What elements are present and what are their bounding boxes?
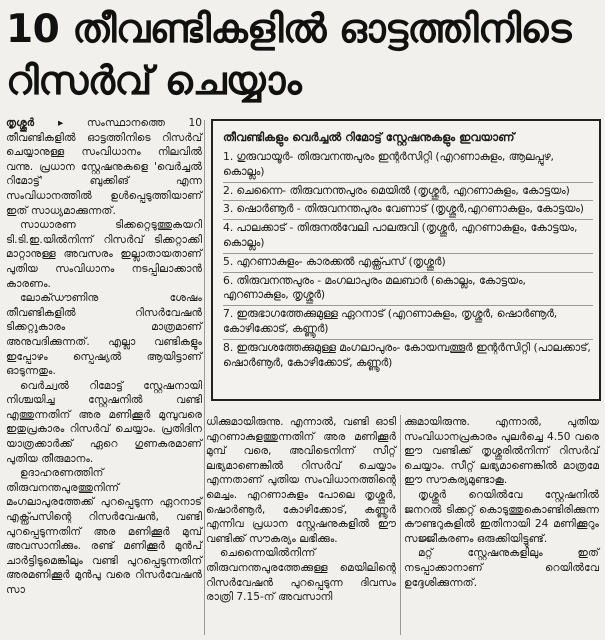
- article-paragraph: ക്കുമായിരുന്നു. എന്നാൽ, പുതിയ സംവിധാനപ്രകാരം പുലർച്ചെ 4.50 വരെ ഈ വണ്ടിക്ക് തൃശ്ശൂരിൽനിന്ന് റിസർവ് ചെയ്യാം. സീറ്റ് ലഭ്യമാണെങ്കിൽ മാത്രമേ ഈ സൗകര്യമുണ്ടാകൂ.: [404, 416, 599, 487]
- train-list-item: 7. ഇരുഭാഗത്തേക്കുമുള്ള ഏറനാട് (എറണാകുളം, തൃശ്ശൂർ, ഷൊർണൂർ, കോഴിക്കോട്, കണ്ണൂർ): [223, 306, 593, 340]
- headline: [6, 4, 601, 108]
- article-paragraph: തൃശ്ശൂർ ▸ സംസ്ഥാനത്തെ 10 തീവണ്ടികളിൽ ഓട്ടത്തിനിടെ റിസർവ് ചെയ്യാനുള്ള സംവിധാനം നിലവിൽ വന്നു. പ്രധാന സ്റ്റേഷനുകളെ 'വെർച്ചൽ റിമോട്ട്' ബുക്കിങ് എന്ന സംവിധാനത്തിൽ ഉൾപ്പെടുത്തിയാണ് ഇത് സാധ്യമാക്കുന്നത്.: [6, 117, 202, 217]
- article-column-3: [404, 415, 599, 590]
- article-paragraph: ധിക്കുമായിരുന്നു. എന്നാൽ, വണ്ടി ഓടി എറണാകുളത്തുന്നതിന് അര മണിക്കൂർ മുമ്പ് വരെ, അവിടെനിന്ന് സീറ്റ് ലഭ്യമാണെങ്കിൽ റിസർവ് ചെയ്യാം എന്നതാണ് പുതിയ സംവിധാനത്തിന്റെ മെച്ചം. എറണാകുളം പോലെ തൃശ്ശൂർ, ഷൊർണൂർ, കോഴിക്കോട്, കണ്ണൂർ എന്നിവ പ്രധാന സ്റ്റേഷനുകളിൽ ഈ വണ്ടിക്ക് സൗകര്യം ലഭിക്കും.: [206, 416, 396, 545]
- article-column-1: [6, 116, 202, 598]
- article-paragraph: സാധാരണ ടിക്കറ്റെടുത്തുകയറി ടി.ടി.ഇ.യിൽനിന്ന് റിസർവ് ടിക്കറ്റാക്കി മാറ്റാനുള്ള അവസരം ഇല്ലാതായതാണ് പുതിയ സംവിധാനം നടപ്പിലാക്കാൻ കാരണം.: [6, 219, 202, 290]
- article-paragraph: ഉദാഹരണത്തിന് തിരുവനന്തപുരത്തുനിന്ന് മംഗലാപുരത്തേക്ക് പുറപ്പെടുന്ന ഏറനാട് എക്സ്പ്രസിന്റെ റിസർവേഷൻ, വണ്ടി പുറപ്പെടുന്നതിന് അര മണിക്കൂർ മുമ്പ് അവസാനിക്കും. രണ്ട് മണിക്കൂർ മുൻപ് ചാർട്ടിടുമെങ്കിലും വണ്ടി പുറപ്പെടുന്നതിന് അരമണിക്കൂർ മുൻപു വരെ റിസർവേഷൻ സാ: [6, 467, 202, 596]
- column-divider: [400, 415, 401, 635]
- dateline: തൃശ്ശൂർ ▸: [6, 117, 64, 129]
- train-list-item: 5. എറണാകുളം- കാരക്കൽ എക്സ്പ്രസ് (തൃശ്ശൂർ): [223, 254, 593, 273]
- article-column-2: [206, 415, 396, 605]
- column-divider: [204, 120, 205, 635]
- train-list-box: [211, 119, 601, 401]
- article-paragraph: തൃശ്ശൂർ റെയിൽവേ സ്റ്റേഷനിൽ ജനറൽ ടിക്കറ്റ് കൊടുത്തുകൊണ്ടിരിക്കുന്ന കൗണ്ടറുകളിൽ ഇതിനായി 24 മണിക്കൂറും സജ്ജീകരണം ഒരുക്കിയിട്ടുണ്ട്.: [404, 488, 599, 545]
- headline-line-2: റിസർവ് ചെയ്യാം: [6, 59, 302, 104]
- train-list: [223, 149, 593, 372]
- train-list-item: 6. തിരുവനന്തപുരം - മംഗലാപുരം മലബാർ (കൊല്ലം, കോട്ടയം, എറണാകുളം, തൃശ്ശൂർ): [223, 273, 593, 307]
- box-title: തീവണ്ടികളും വെർച്ചൽ റിമോട്ട് സ്റ്റേഷനുകളും ഇവയാണ്: [223, 130, 515, 144]
- article-paragraph: വെർച്വൽ റിമോട്ട് സ്റ്റേഷനായി നിശ്ചയിച്ച സ്റ്റേഷനിൽ വണ്ടി എത്തുന്നതിന് അര മണിക്കൂർ മുമ്പുവരെ ഇതുപ്രകാരം റിസർവ് ചെയ്യാം. പ്രതിദിന യാത്രക്കാർക്ക് ഏറെ ഗുണകരമാണ് പുതിയ തീരുമാനം.: [6, 379, 202, 465]
- train-list-item: 3. ഷൊർണൂർ - തിരുവനന്തപുരം വേണാട് (തൃശ്ശൂർ,എറണാകുളം, കോട്ടയം): [223, 201, 593, 220]
- train-list-item: 1. ഗുരുവായൂർ- തിരുവനന്തപുരം ഇന്റർസിറ്റി (എറണാകുളം, ആലപ്പുഴ, കൊല്ലം): [223, 149, 593, 183]
- train-list-item: 4. പാലക്കാട് - തിരുനൽവേലി പാലരുവി (തൃശ്ശൂർ, എറണാകുളം, കോട്ടയം, കൊല്ലം): [223, 220, 593, 254]
- train-list-item: 8. ഇരുവശത്തേക്കുമുള്ള മംഗലാപുരം- കോയമ്പത്തൂർ ഇന്റർസിറ്റി (പാലക്കാട്, ഷൊർണൂർ, കോഴിക്കോട്, കണ്ണൂർ): [223, 340, 591, 369]
- train-list-item: 2. ചെന്നൈ- തിരുവനന്തപുരം മെയിൽ (തൃശ്ശൂർ, എറണാകുളം, കോട്ടയം): [223, 183, 593, 202]
- article-paragraph: മറ്റ് സ്റ്റേഷനുകളിലും ഇത് നടപ്പാക്കാനാണ് റെയിൽവേ ഉദ്ദേശിക്കുന്നത്.: [404, 547, 599, 589]
- article-paragraph: ലോക്ഡൗണിനു ശേഷം തീവണ്ടികളിൽ റിസർവേഷൻ ടിക്കറ്റുകാരം മാത്രമാണ് അനുവദിക്കുന്നത്. എല്ലാ വണ്ടികളും ഇപ്പോഴം സ്പെഷ്യൽ ആയിട്ടാണ് ഓടുന്നതും.: [6, 292, 202, 378]
- article-paragraph: ചെന്നൈയിൽനിന്ന് തിരുവനന്തപുരത്തേക്കുള്ള മെയിലിന്റെ റിസർവേഷൻ പുറപ്പെടുന്ന ദിവസം രാത്രി 7.15-ന് അവസാനി: [206, 547, 396, 604]
- headline-line-1: 10 തീവണ്ടികളിൽ ഓട്ടത്തിനിടെ: [6, 7, 571, 52]
